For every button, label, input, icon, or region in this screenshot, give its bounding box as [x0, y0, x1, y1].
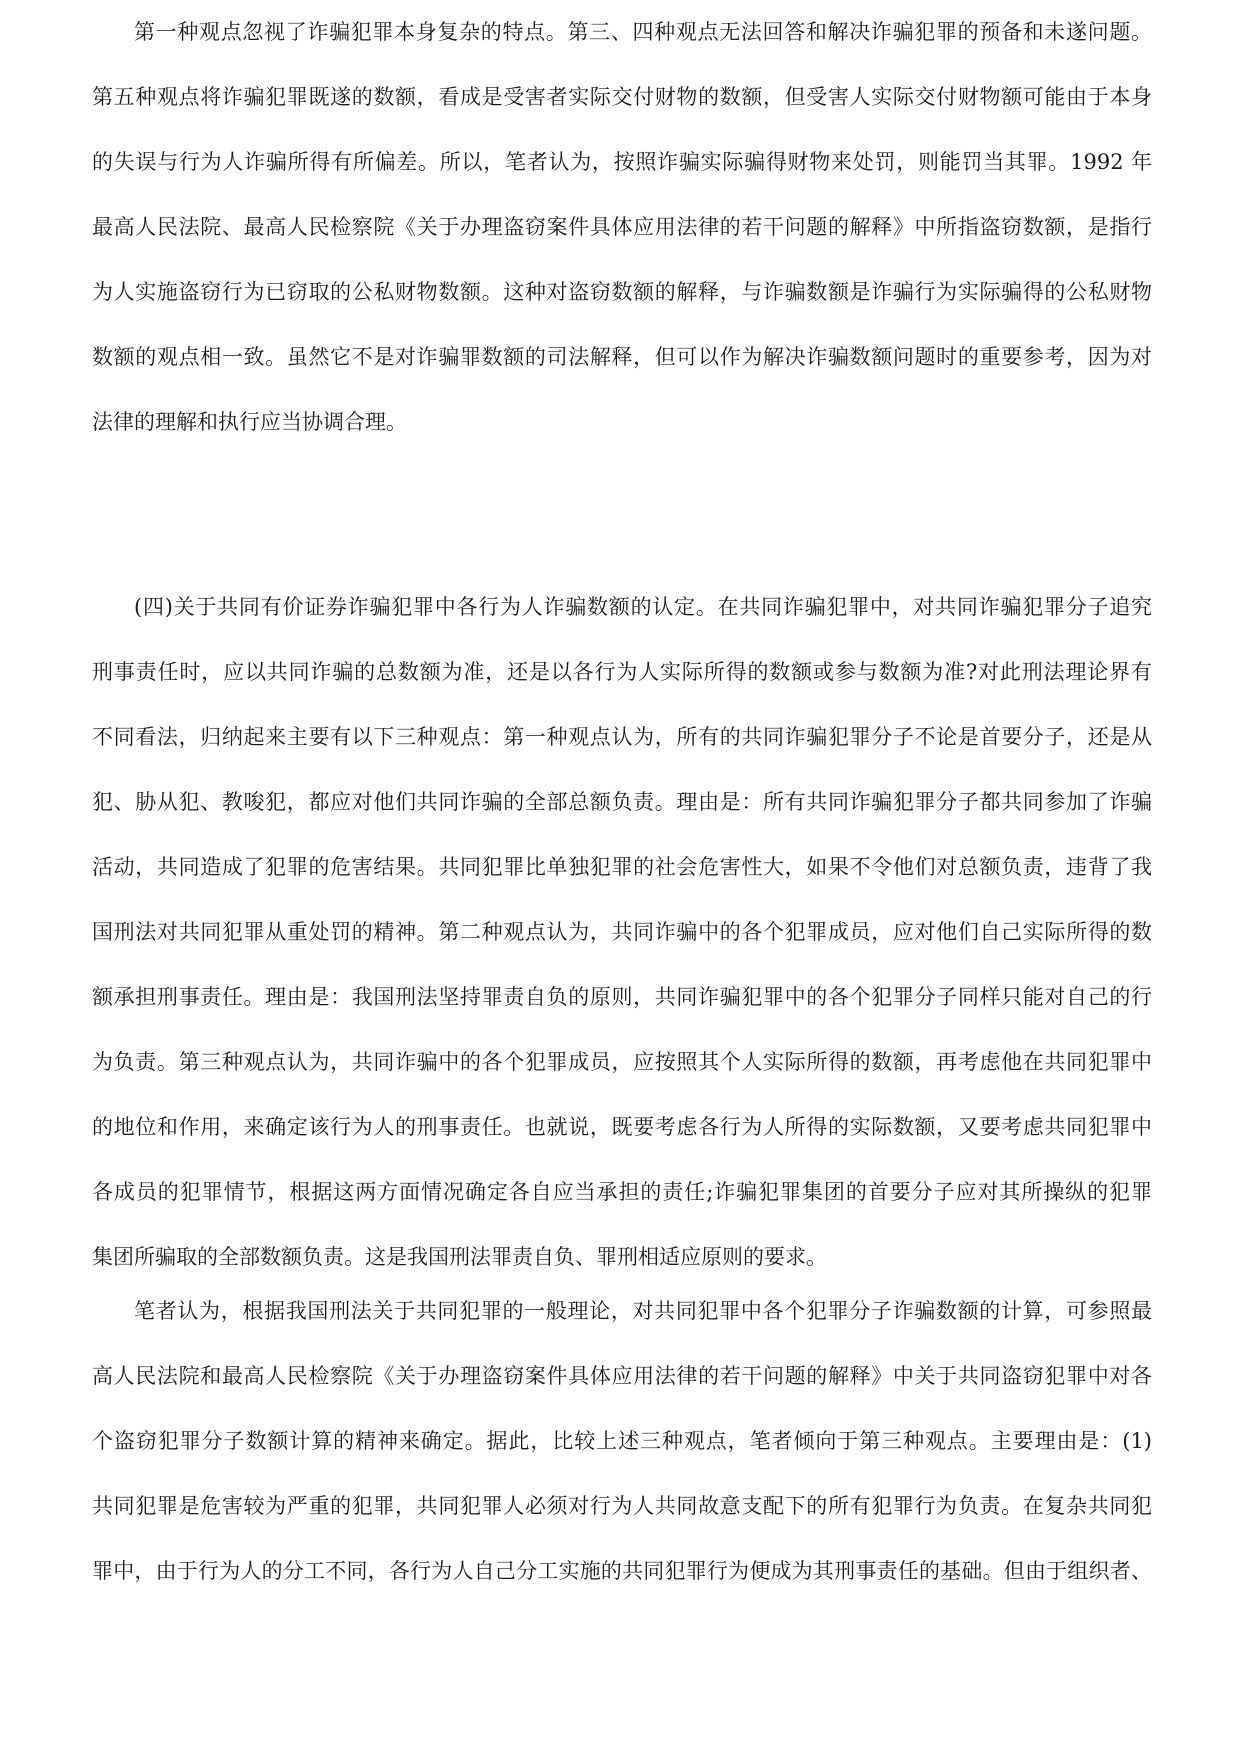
text-line: 额承担刑事责任。理由是：我国刑法坚持罪责自负的原则，共同诈骗犯罪中的各个犯罪分子同样只能对自己的行 — [92, 985, 1152, 1009]
text-line: 不同看法，归纳起来主要有以下三种观点：第一种观点认为，所有的共同诈骗犯罪分子不论是首要分子，还是从 — [92, 725, 1152, 749]
text-line: 的地位和作用，来确定该行为人的刑事责任。也就说，既要考虑各行为人所得的实际数额，又要考虑共同犯罪中 — [92, 1115, 1152, 1139]
text-line: 为负责。第三种观点认为，共同诈骗中的各个犯罪成员，应按照其个人实际所得的数额，再考虑他在共同犯罪中 — [92, 1050, 1152, 1074]
text-line: 集团所骗取的全部数额负责。这是我国刑法罪责自负、罪刑相适应原则的要求。 — [92, 1245, 827, 1269]
text-line: 罪中，由于行为人的分工不同，各行为人自己分工实施的共同犯罪行为便成为其刑事责任的基础。但由于组织者、 — [92, 1559, 1152, 1583]
text-line: 法律的理解和执行应当协调合理。 — [92, 410, 407, 434]
text-line: 犯、胁从犯、教唆犯，都应对他们共同诈骗的全部总额负责。理由是：所有共同诈骗犯罪分子都共同参加了诈骗 — [92, 790, 1152, 814]
text-line: 活动，共同造成了犯罪的危害结果。共同犯罪比单独犯罪的社会危害性大，如果不令他们对总额负责，违背了我 — [92, 855, 1152, 879]
paragraph-3 — [92, 1279, 1152, 1604]
text-line: 的失误与行为人诈骗所得有所偏差。所以，笔者认为，按照诈骗实际骗得财物来处罚，则能罚当其罪。1992 年 — [92, 150, 1152, 174]
text-line: 第五种观点将诈骗犯罪既遂的数额，看成是受害者实际交付财物的数额，但受害人实际交付财物额可能由于本身 — [92, 85, 1152, 109]
document-page — [92, 0, 1152, 1754]
text-line: 数额的观点相一致。虽然它不是对诈骗罪数额的司法解释，但可以作为解决诈骗数额问题时的重要参考，因为对 — [92, 345, 1152, 369]
text-line: 笔者认为，根据我国刑法关于共同犯罪的一般理论，对共同犯罪中各个犯罪分子诈骗数额的计算，可参照最 — [134, 1299, 1152, 1323]
text-line: 最高人民法院、最高人民检察院《关于办理盗窃案件具体应用法律的若干问题的解释》中所指盗窃数额，是指行 — [92, 215, 1152, 239]
text-line: 为人实施盗窃行为已窃取的公私财物数额。这种对盗窃数额的解释，与诈骗数额是诈骗行为实际骗得的公私财物 — [92, 280, 1152, 304]
text-line: 刑事责任时，应以共同诈骗的总数额为准，还是以各行为人实际所得的数额或参与数额为准?对此刑法理论界有 — [92, 660, 1152, 684]
text-line: 国刑法对共同犯罪从重处罚的精神。第二种观点认为，共同诈骗中的各个犯罪成员，应对他们自己实际所得的数 — [92, 920, 1152, 944]
text-line: 高人民法院和最高人民检察院《关于办理盗窃案件具体应用法律的若干问题的解释》中关于共同盗窃犯罪中对各 — [92, 1364, 1152, 1388]
text-line: (四)关于共同有价证券诈骗犯罪中各行为人诈骗数额的认定。在共同诈骗犯罪中，对共同诈骗犯罪分子追究 — [134, 595, 1152, 619]
paragraph-2 — [92, 575, 1152, 1290]
text-line: 第一种观点忽视了诈骗犯罪本身复杂的特点。第三、四种观点无法回答和解决诈骗犯罪的预备和未遂问题。 — [134, 20, 1152, 44]
text-line: 共同犯罪是危害较为严重的犯罪，共同犯罪人必须对行为人共同故意支配下的所有犯罪行为负责。在复杂共同犯 — [92, 1494, 1152, 1518]
text-line: 个盗窃犯罪分子数额计算的精神来确定。据此，比较上述三种观点，笔者倾向于第三种观点。主要理由是：(1) — [92, 1429, 1152, 1453]
text-line: 各成员的犯罪情节，根据这两方面情况确定各自应当承担的责任;诈骗犯罪集团的首要分子应对其所操纵的犯罪 — [92, 1180, 1152, 1204]
paragraph-1 — [92, 0, 1152, 455]
